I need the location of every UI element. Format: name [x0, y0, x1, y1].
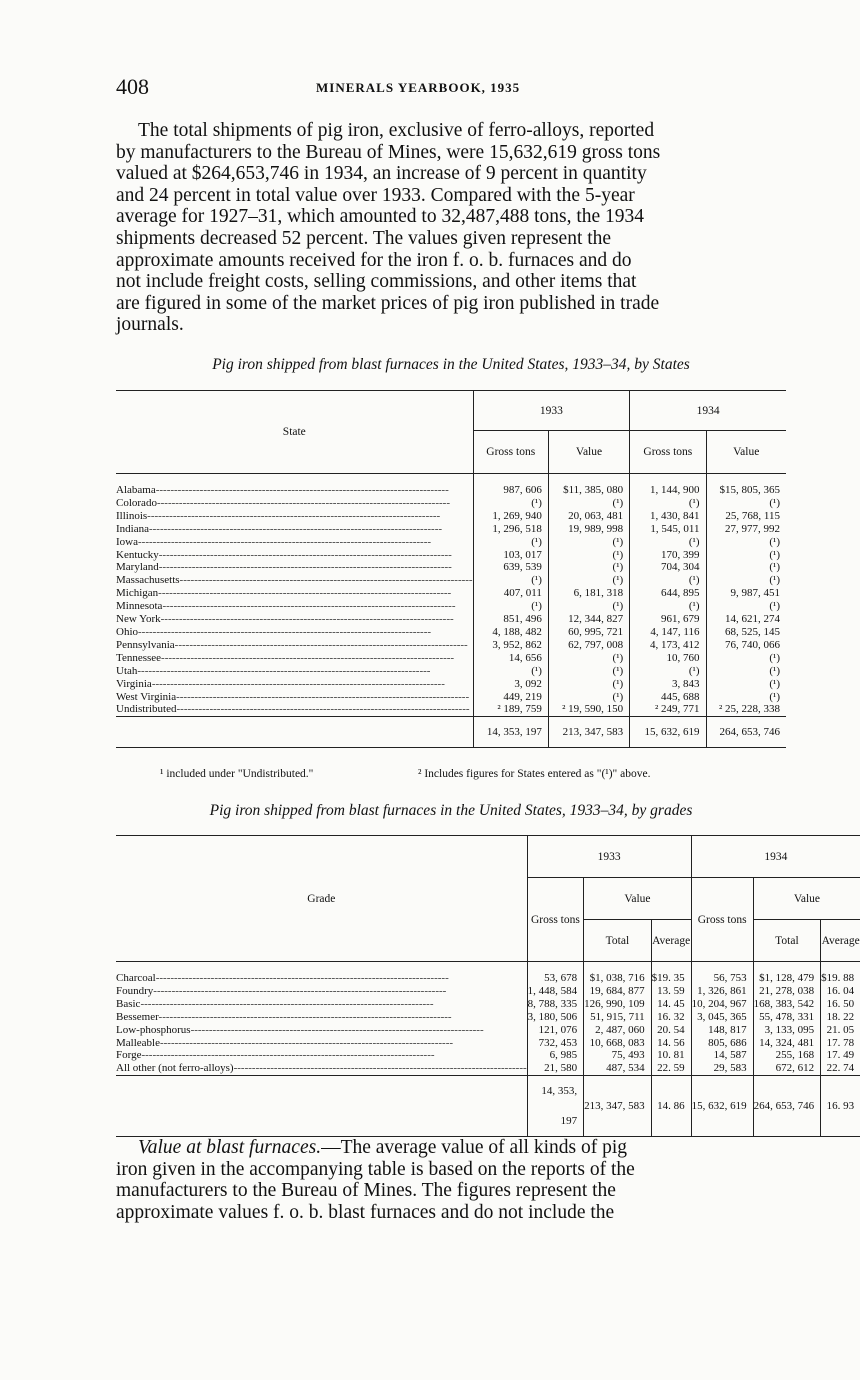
closing-heading: Value at blast furnaces.	[138, 1137, 322, 1158]
table-cell: 4, 188, 482	[473, 626, 548, 639]
leader-dots: --------------------------------------------------------------------------------	[158, 548, 452, 561]
table-cell: 4, 147, 116	[630, 626, 706, 639]
table-cell: 60, 995, 721	[548, 626, 629, 639]
table-cell: $1, 038, 716	[584, 972, 652, 985]
table-row	[116, 600, 786, 613]
table-row	[116, 1011, 860, 1024]
table-cell: 961, 679	[630, 613, 706, 626]
row-label	[116, 985, 527, 998]
leader-dots: --------------------------------------------------------------------------------	[179, 574, 473, 587]
table-cell: (¹)	[630, 665, 706, 678]
leader-dots: --------------------------------------------------------------------------------	[137, 664, 431, 677]
footnote-1: ¹ included under "Undistributed."	[160, 768, 314, 780]
table-cell: 20, 063, 481	[548, 510, 629, 523]
total-cell: 16. 93	[821, 1076, 860, 1137]
table-cell: $19. 88	[821, 972, 860, 985]
table-cell: 639, 539	[473, 561, 548, 574]
table-cell: (¹)	[548, 665, 629, 678]
table-cell: (¹)	[630, 536, 706, 549]
table-cell: 56, 753	[691, 972, 753, 985]
table-cell: 14, 587	[691, 1049, 753, 1062]
table-cell: $15, 805, 365	[706, 484, 786, 497]
leader-dots: --------------------------------------------------------------------------------	[138, 535, 432, 548]
table-row	[116, 665, 786, 678]
table-cell: $1, 128, 479	[753, 972, 821, 985]
total-cell: 264, 653, 746	[753, 1076, 821, 1137]
table-row	[116, 626, 786, 639]
col-gross-tons: Gross tons	[527, 878, 584, 962]
table-cell: 14, 621, 274	[706, 613, 786, 626]
running-title: MINERALS YEARBOOK, 1935	[316, 80, 521, 95]
total-cell: 15, 632, 619	[691, 1076, 753, 1137]
leader-dots: --------------------------------------------------------------------------------	[138, 625, 432, 638]
table-cell: 25, 768, 115	[706, 510, 786, 523]
intro-line: by manufacturers to the Bureau of Mines, were 15,632,619 gross tons	[116, 141, 661, 163]
table-cell: (¹)	[706, 497, 786, 510]
intro-line: approximate amounts received for the iron f. o. b. furnaces and do	[116, 249, 632, 271]
leader-dots: --------------------------------------------------------------------------------	[158, 587, 452, 600]
row-label-text: Alabama	[116, 484, 156, 496]
table-cell: 22. 59	[651, 1062, 691, 1075]
row-label-text: Colorado	[116, 496, 157, 509]
table-cell: 1, 144, 900	[630, 484, 706, 497]
table-cell: 445, 688	[630, 691, 706, 704]
table-cell: 16. 04	[821, 985, 860, 998]
row-label-text: Maryland	[116, 561, 159, 574]
table-cell: 16. 50	[821, 998, 860, 1011]
row-label-text: All other (not ferro-alloys)	[116, 1062, 234, 1075]
table-cell: (¹)	[706, 549, 786, 562]
table-cell: 1, 269, 940	[473, 510, 548, 523]
row-label	[116, 1062, 527, 1075]
intro-line: average for 1927–31, which amounted to 32,487,488 tons, the 1934	[116, 206, 645, 228]
table-cell: 20. 54	[651, 1024, 691, 1037]
table-cell: 4, 173, 412	[630, 639, 706, 652]
table-cell: 1, 430, 841	[630, 510, 706, 523]
table-row	[116, 652, 786, 665]
table-cell: 75, 493	[584, 1049, 652, 1062]
table-cell: (¹)	[630, 600, 706, 613]
row-label-text: New York	[116, 613, 161, 626]
intro-line: journals.	[116, 314, 184, 336]
table-cell: 14. 56	[651, 1037, 691, 1050]
leader-dots: --------------------------------------------------------------------------------	[174, 638, 468, 651]
row-label	[116, 665, 473, 678]
col-state: State	[116, 391, 473, 474]
row-label	[116, 1037, 527, 1050]
table-cell: (¹)	[548, 691, 629, 704]
table-cell: 68, 525, 145	[706, 626, 786, 639]
table-cell: 3, 180, 506	[527, 1011, 584, 1024]
total-cell: 14, 353, 197	[473, 717, 548, 748]
table-cell: 12, 344, 827	[548, 613, 629, 626]
table-cell: 851, 496	[473, 613, 548, 626]
table2-caption: Pig iron shipped from blast furnaces in the United States, 1933–34, by grades	[209, 802, 693, 819]
table-cell: 148, 817	[691, 1024, 753, 1037]
table-cell: 407, 011	[473, 587, 548, 600]
row-label-text: Massachusetts	[116, 574, 180, 587]
intro-line: The total shipments of pig iron, exclusive of ferro-alloys, reported	[138, 120, 655, 141]
table-cell: 103, 017	[473, 549, 548, 562]
total-cell: 14. 86	[651, 1076, 691, 1137]
col-grade: Grade	[116, 836, 527, 962]
table-cell: (¹)	[548, 678, 629, 691]
table-cell: (¹)	[706, 652, 786, 665]
intro-line: shipments decreased 52 percent. The values given represent the	[116, 227, 612, 249]
table-cell: 168, 383, 542	[753, 998, 821, 1011]
table-row	[116, 678, 786, 691]
table-row	[116, 561, 786, 574]
row-label-text: Ohio	[116, 625, 138, 638]
table-cell: ² 249, 771	[630, 703, 706, 716]
table-cell: 22. 74	[821, 1062, 860, 1075]
table-cell: 19, 989, 998	[548, 523, 629, 536]
row-label-text: Illinois	[116, 509, 148, 522]
table-cell: (¹)	[548, 497, 629, 510]
leader-dots: --------------------------------------------------------------------------------	[159, 1036, 454, 1049]
table-cell: 1, 545, 011	[630, 523, 706, 536]
leader-dots: --------------------------------------------------------------------------------	[151, 677, 445, 690]
table1-total-row	[116, 717, 786, 748]
total-cell: 264, 653, 746	[706, 717, 786, 748]
table-cell: 17. 78	[821, 1037, 860, 1050]
leader-dots: --------------------------------------------------------------------------------	[153, 984, 447, 997]
table-row	[116, 587, 786, 600]
table2-total-row	[116, 1076, 860, 1137]
table-cell: 76, 740, 066	[706, 639, 786, 652]
table-cell: 3, 843	[630, 678, 706, 691]
closing-line: iron given in the accompanying table is based on the reports of the	[116, 1158, 635, 1180]
table-cell: 53, 678	[527, 972, 584, 985]
closing-line: —The average value of all kinds of pig	[321, 1137, 628, 1158]
leader-dots: --------------------------------------------------------------------------------	[161, 651, 455, 664]
row-label-text: Undistributed	[116, 703, 177, 716]
table-cell: 6, 985	[527, 1049, 584, 1062]
table-cell: 170, 399	[630, 549, 706, 562]
row-label-text: Kentucky	[116, 548, 159, 561]
row-label	[116, 639, 473, 652]
leader-dots: --------------------------------------------------------------------------------	[176, 690, 470, 703]
row-label	[116, 484, 473, 497]
leader-dots: --------------------------------------------------------------------------------	[147, 509, 441, 522]
row-label	[116, 972, 527, 985]
row-label	[116, 1011, 527, 1024]
table-by-states	[116, 390, 786, 748]
leader-dots: --------------------------------------------------------------------------------	[190, 1023, 484, 1036]
row-label-text: Low-phosphorus	[116, 1023, 191, 1036]
row-label	[116, 549, 473, 562]
table-cell: (¹)	[473, 536, 548, 549]
table-cell: 18. 22	[821, 1011, 860, 1024]
table-cell: ² 189, 759	[473, 703, 548, 716]
table-cell: $19. 35	[651, 972, 691, 985]
table-row	[116, 639, 786, 652]
table-row	[116, 523, 786, 536]
col-total: Total	[753, 920, 821, 962]
table-cell: 14, 324, 481	[753, 1037, 821, 1050]
table-cell: 10, 760	[630, 652, 706, 665]
table-cell: 14. 45	[651, 998, 691, 1011]
table-row	[116, 1062, 860, 1075]
table-row	[116, 985, 860, 998]
table-cell: (¹)	[473, 497, 548, 510]
table-cell: (¹)	[630, 574, 706, 587]
row-label	[116, 1049, 527, 1062]
table-row	[116, 497, 786, 510]
table-row	[116, 972, 860, 985]
row-label-text: West Virginia	[116, 690, 177, 703]
table-cell: 13. 59	[651, 985, 691, 998]
table-cell: 1, 296, 518	[473, 523, 548, 536]
table-cell: 27, 977, 992	[706, 523, 786, 536]
row-label	[116, 703, 473, 716]
intro-line: are figured in some of the market prices of pig iron published in trade	[116, 292, 660, 314]
col-average: Average	[651, 920, 691, 962]
table-row	[116, 1049, 860, 1062]
intro-line: not include freight costs, selling commissions, and other items that	[116, 271, 637, 293]
table-cell: (¹)	[548, 536, 629, 549]
leader-dots: --------------------------------------------------------------------------------	[158, 561, 452, 574]
table-cell: 987, 606	[473, 484, 548, 497]
intro-paragraph	[116, 120, 786, 336]
table-cell: (¹)	[548, 652, 629, 665]
table-cell: 21, 278, 038	[753, 985, 821, 998]
table-cell: 255, 168	[753, 1049, 821, 1062]
table-cell: 1, 448, 584	[527, 985, 584, 998]
col-value: Value	[706, 431, 786, 474]
table-cell: 9, 987, 451	[706, 587, 786, 600]
table-cell: (¹)	[706, 536, 786, 549]
table-cell: (¹)	[706, 691, 786, 704]
table-cell: (¹)	[706, 665, 786, 678]
table-cell: 6, 181, 318	[548, 587, 629, 600]
page-header	[116, 74, 786, 104]
table-cell: 732, 453	[527, 1037, 584, 1050]
table-cell: (¹)	[706, 561, 786, 574]
table-cell: 10, 204, 967	[691, 998, 753, 1011]
row-label	[116, 536, 473, 549]
row-label	[116, 678, 473, 691]
row-label-text: Utah	[116, 664, 138, 677]
row-label-text: Foundry	[116, 984, 154, 997]
row-label-text: Virginia	[116, 677, 152, 690]
table-cell: $11, 385, 080	[548, 484, 629, 497]
row-label	[116, 587, 473, 600]
table-cell: (¹)	[548, 600, 629, 613]
table-cell: 62, 797, 008	[548, 639, 629, 652]
table-cell: 3, 133, 095	[753, 1024, 821, 1037]
col-value: Value	[584, 878, 692, 920]
table-cell: 10, 668, 083	[584, 1037, 652, 1050]
table-cell: 121, 076	[527, 1024, 584, 1037]
table-cell: 704, 304	[630, 561, 706, 574]
table-cell: 55, 478, 331	[753, 1011, 821, 1024]
leader-dots: --------------------------------------------------------------------------------	[141, 1049, 435, 1062]
row-label-text: Tennessee	[116, 651, 162, 664]
leader-dots: --------------------------------------------------------------------------------	[156, 496, 450, 509]
table-cell: 3, 092	[473, 678, 548, 691]
table-cell: 449, 219	[473, 691, 548, 704]
row-label-text: Indiana	[116, 522, 149, 535]
col-gross-tons: Gross tons	[691, 878, 753, 962]
table-cell: ² 19, 590, 150	[548, 703, 629, 716]
row-label	[116, 1024, 527, 1037]
table-cell: 2, 487, 060	[584, 1024, 652, 1037]
table-cell: 644, 895	[630, 587, 706, 600]
col-gross-tons: Gross tons	[473, 431, 548, 474]
col-value: Value	[753, 878, 860, 920]
row-label	[116, 561, 473, 574]
total-cell: 15, 632, 619	[630, 717, 706, 748]
table-row	[116, 703, 786, 716]
table-cell: 8, 788, 335	[527, 998, 584, 1011]
intro-line: valued at $264,653,746 in 1934, an increase of 9 percent in quantity	[116, 163, 647, 185]
table-row	[116, 549, 786, 562]
col-1933: 1933	[527, 836, 691, 878]
row-label-text: Basic	[116, 997, 141, 1010]
total-cell: 14, 353, 197	[527, 1076, 584, 1137]
table-cell: 16. 32	[651, 1011, 691, 1024]
leader-dots: --------------------------------------------------------------------------------	[160, 613, 454, 626]
table-row	[116, 510, 786, 523]
leader-dots: --------------------------------------------------------------------------------	[148, 522, 443, 535]
intro-line: and 24 percent in total value over 1933. Compared with the 5-year	[116, 184, 635, 206]
row-label	[116, 998, 527, 1011]
closing-paragraph	[116, 1137, 786, 1223]
closing-line: manufacturers to the Bureau of Mines. The figures represent the	[116, 1180, 616, 1202]
table-cell: 487, 534	[584, 1062, 652, 1075]
table-cell: 10. 81	[651, 1049, 691, 1062]
col-1933: 1933	[473, 391, 630, 431]
table-row	[116, 998, 860, 1011]
footnote-2: ² Includes figures for States entered as "(¹)" above.	[418, 768, 651, 780]
leader-dots: --------------------------------------------------------------------------------	[162, 600, 456, 613]
row-label	[116, 600, 473, 613]
row-label-text: Minnesota	[116, 600, 163, 613]
row-label	[116, 691, 473, 704]
table-cell: 3, 045, 365	[691, 1011, 753, 1024]
leader-dots: --------------------------------------------------------------------------------	[155, 484, 449, 496]
row-label-text: Forge	[116, 1049, 142, 1062]
row-label	[116, 574, 473, 587]
leader-dots: --------------------------------------------------------------------------------	[140, 997, 434, 1010]
table-row	[116, 484, 786, 497]
row-label-text: Iowa	[116, 535, 138, 548]
table-row	[116, 536, 786, 549]
table-row	[116, 1024, 860, 1037]
table-cell: (¹)	[548, 574, 629, 587]
row-label-text: Bessemer	[116, 1010, 159, 1023]
row-label	[116, 523, 473, 536]
table-cell: 3, 952, 862	[473, 639, 548, 652]
table-by-grades	[116, 835, 860, 1137]
table-cell: 126, 990, 109	[584, 998, 652, 1011]
table-cell: (¹)	[473, 665, 548, 678]
row-label	[116, 510, 473, 523]
row-label	[116, 626, 473, 639]
table-cell: 14, 656	[473, 652, 548, 665]
col-value: Value	[548, 431, 629, 474]
row-label-text: Pennsylvania	[116, 638, 175, 651]
row-label-text: Charcoal	[116, 972, 156, 984]
table-row	[116, 1037, 860, 1050]
col-1934: 1934	[630, 391, 786, 431]
col-average: Average	[821, 920, 860, 962]
table-cell: 51, 915, 711	[584, 1011, 652, 1024]
table-row	[116, 691, 786, 704]
page-number: 408	[116, 74, 149, 99]
row-label	[116, 497, 473, 510]
leader-dots: --------------------------------------------------------------------------------	[155, 972, 449, 984]
table-cell: 1, 326, 861	[691, 985, 753, 998]
row-label-text: Malleable	[116, 1036, 160, 1049]
table-cell: (¹)	[548, 561, 629, 574]
table-row	[116, 574, 786, 587]
leader-dots: --------------------------------------------------------------------------------	[176, 703, 470, 716]
table-cell: ² 25, 228, 338	[706, 703, 786, 716]
leader-dots: --------------------------------------------------------------------------------	[233, 1062, 527, 1075]
table-cell: (¹)	[706, 600, 786, 613]
table-cell: 21. 05	[821, 1024, 860, 1037]
table-cell: (¹)	[706, 678, 786, 691]
table-cell: (¹)	[630, 497, 706, 510]
closing-line: approximate values f. o. b. blast furnaces and do not include the	[116, 1201, 615, 1223]
table-row	[116, 613, 786, 626]
total-cell: 213, 347, 583	[584, 1076, 652, 1137]
table-cell: 19, 684, 877	[584, 985, 652, 998]
table-cell: 672, 612	[753, 1062, 821, 1075]
row-label	[116, 613, 473, 626]
col-1934: 1934	[691, 836, 860, 878]
row-label-text: Michigan	[116, 587, 159, 600]
table-cell: (¹)	[473, 600, 548, 613]
leader-dots: --------------------------------------------------------------------------------	[158, 1010, 452, 1023]
table-cell: (¹)	[706, 574, 786, 587]
table-cell: (¹)	[473, 574, 548, 587]
col-gross-tons: Gross tons	[630, 431, 706, 474]
table-cell: 17. 49	[821, 1049, 860, 1062]
row-label	[116, 652, 473, 665]
col-total: Total	[584, 920, 652, 962]
table-cell: 29, 583	[691, 1062, 753, 1075]
table-cell: 805, 686	[691, 1037, 753, 1050]
table-cell: (¹)	[548, 549, 629, 562]
table-cell: 21, 580	[527, 1062, 584, 1075]
table1-caption: Pig iron shipped from blast furnaces in the United States, 1933–34, by States	[212, 356, 690, 373]
total-cell: 213, 347, 583	[548, 717, 629, 748]
